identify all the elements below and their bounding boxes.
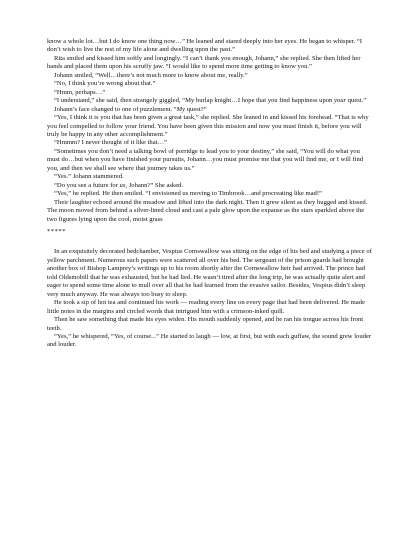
scene-break: *****	[47, 227, 66, 235]
paragraph: know a whole lot…but I do know one thing now…” He leaned and stared deeply into her eyes. He began to whisper. “I don’t wish to live the rest of my life alone and dwelling upon the past.”	[47, 38, 362, 54]
paragraph: “No, I think you’re wrong about that.”	[54, 80, 156, 88]
paragraph: “Sometimes you don’t need a talking bowl of porridge to lead you to your destiny,” she said, “You will do what you must do…but when you have finished your pursuits, Johann…you must promise me that you will find me, or I will find you, and then we shall see where that journey takes us.”	[47, 147, 364, 172]
paragraph: “I understand,” she said, then strangely giggled, “My burlap knight…I hope that you find happiness upon your quest.”	[54, 97, 367, 105]
emphasis-text: My	[176, 105, 186, 113]
paragraph: “Yes.” Johann stammered.	[54, 173, 124, 181]
manuscript-body	[47, 38, 373, 350]
paragraph: “Yes,” he whispered, “Yes, of course...” He started to laugh — low, at first, but with each guffaw, the sound grew louder and louder.	[47, 332, 372, 349]
paragraph: Johann smiled, “Well…there’s not much more to know about me, really.”	[54, 71, 248, 79]
paragraph: Their laughter echoed around the meadow and lifted into the dark night. Then it grew silent as they hugged and kissed. The moon moved from behind a silver-lined cloud and cast a pale glow upon the expanse as the stars sparkled above the two figures lying upon the cool, moist grass	[47, 198, 368, 223]
emphasis-text: your	[334, 97, 347, 105]
paragraph: “Hmmm? I never thought of it like that…”	[54, 139, 167, 147]
paragraph: In an exquisitely decorated bedchamber, Vespius Cornswallow was sitting on the edge of his bed and studying a piece of yellow parchment. Numerous such papers were scattered all over his bed. The sergeant of the prison guards had brought another box of Bishop Lamprey’s writings up to his room shortly after the Cornswallow heir had arrived. The prince had told Oldsmobill that he was exhausted, but he had lied. He wasn’t tired after the long trip, he was actually quite alert and eager to spend some time alone to mull over all that he had learned from the evasive sailor. Besides, Vespius didn’t sleep very much anyway. He was always too busy to sleep.	[47, 248, 372, 298]
paragraph: “Do you see a future for us, Johann?” She asked.	[54, 181, 184, 189]
emphasis-text: us	[119, 181, 126, 189]
paragraph: Rita smiled and kissed him softly and longingly. “I can’t thank you enough, Johann,” she replied. She then lifted her hands and placed them upon his scruffy jaw. “I would like to spend more time getting to know you.”	[47, 54, 361, 71]
paragraph: “Hmm, perhaps…”	[54, 88, 106, 96]
paragraph: He took a sip of hot tea and continued his work — reading every line on every page that had been delivered. He made little notes in the margins and circled words that intrigued him with a crimson-inked quill.	[47, 299, 365, 315]
paragraph: “Yes,” he replied. He then smiled. “I envisioned us moving to Timbrook…and procreating like mad!”	[54, 190, 322, 198]
paragraph: “Yes, I think it is you that has been given a great task,” she replied. She leaned in and kissed his forehead. “That is why you feel compelled to follow your friend. You have been given this mission and now you must finish it, before you will truly be happy in any other accomplishment.”	[47, 114, 369, 138]
paragraph: Then he saw something that made his eyes widen. His mouth suddenly opened, and he ran his tongue across his front teeth.	[47, 316, 364, 332]
paragraph: Johann’s face changed to one of puzzlement. “My quest?”	[54, 105, 207, 113]
